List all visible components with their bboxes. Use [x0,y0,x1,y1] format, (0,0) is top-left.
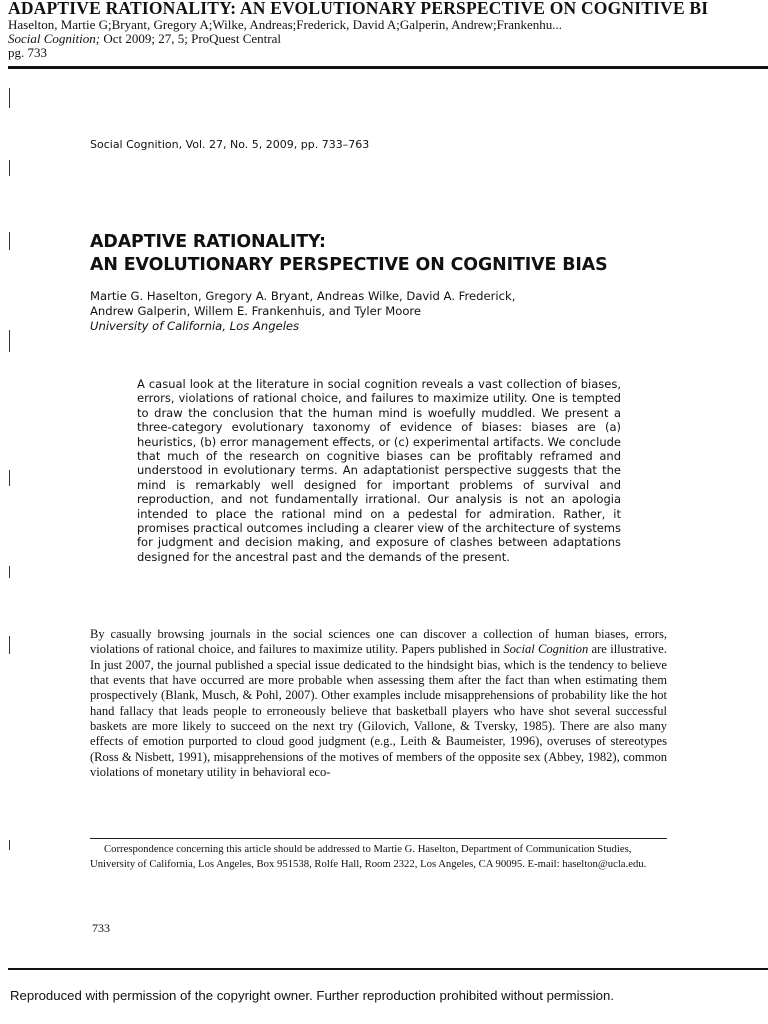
header-source [8,31,760,46]
header-title: ADAPTIVE RATIONALITY: AN EVOLUTIONARY PERSPECTIVE ON COGNITIVE BI [8,0,709,18]
article-title [90,231,608,277]
authors-line1: Martie G. Haselton, Gregory A. Bryant, Andreas Wilke, David A. Frederick, [90,289,516,303]
body-paragraph [90,627,667,780]
scan-edge-mark [9,330,10,352]
scan-edge-mark [9,636,10,654]
scan-edge-mark [9,840,10,850]
body-journal-name: Social Cognition [503,642,589,657]
header-source-journal: Social Cognition; [8,31,101,46]
scan-edge-mark [9,88,10,108]
correspondence-footnote: Correspondence concerning this article should be addressed to Martie G. Haselton, Department of Communication Studies, University of California, Los Angeles, Box 951538, Rolfe Hall, Room 2322, Los Angeles, CA 90095. E-mail: haselton@ucla.edu. [90,843,647,870]
abstract: A casual look at the literature in social cognition reveals a vast collection of biases, errors, violations of rational choice, and failures to maximize utility. One is tempted to draw the conclusion that the human mind is woefully muddled. We present a three-category evolutionary taxonomy of evidence of biases: biases are (a) heuristics, (b) error management effects, or (c) experimental artifacts. We conclude that much of the research on cognitive biases can be profitably reframed and understood in evolutionary terms. An adaptationist perspective suggests that the mind is remarkably well designed for important problems of survival and reproduction, and not fundamentally irrational. Our analysis is not an apologia intended to place the rational mind on a pedestal for admiration. Rather, it promises practical outcomes including a clearer view of the architecture of systems for judgment and decision making, and exposure of clashes between adaptations designed for the ancestral past and the demands of the present. [137,377,621,564]
author-affiliation: University of California, Los Angeles [90,319,300,333]
authors-line2: Andrew Galperin, Willem E. Frankenhuis, and Tyler Moore [90,304,422,318]
scan-edge-mark [9,160,10,176]
article-authors [90,289,610,319]
article-title-line2: AN EVOLUTIONARY PERSPECTIVE ON COGNITIVE BIAS [90,255,608,275]
header-authors: Haselton, Martie G;Bryant, Gregory A;Wilke, Andreas;Frederick, David A;Galperin, Andrew;Frankenhu... [8,17,563,32]
body-text-part1: By casually browsing journals in the social sciences one can discover a collection of human biases, errors, violations of rational choice, and failures to maximize utility. Papers published in [90,627,667,657]
header-page: pg. 733 [8,45,47,60]
footer-rule [8,968,768,970]
footnote-rule [90,838,667,839]
scan-edge-mark [9,566,10,578]
body-text-part2: are illustrative. In just 2007, the journal published a special issue dedicated to the hindsight bias, which is the tendency to believe that events that have occurred are more probable when assessing them after the fact than when estimating them prospectively (Blank, Musch, & Pohl, 2007). Other examples include misapprehensions of probability like the hot hand fallacy that leads people to erroneously believe that basketball players who have shot several successful baskets are more likely to succeed on the next try (Gilovich, Vallone, & Tversky, 1985). There are also many effects of emotion purported to cloud good judgment (e.g., Leith & Baumeister, 1996), overuses of stereotypes (Ross & Nisbett, 1991), misapprehensions of the motives of members of the opposite sex (Abbey, 1982), common violations of monetary utility in behavioral eco- [90,642,668,780]
header-rule [8,66,768,69]
header-source-details: Oct 2009; 27, 5; ProQuest Central [100,31,281,46]
page-number: 733 [92,921,110,935]
scan-edge-mark [9,470,10,486]
article-title-line1: ADAPTIVE RATIONALITY: [90,232,326,252]
scan-edge-mark [9,232,10,250]
copyright-disclaimer: Reproduced with permission of the copyright owner. Further reproduction prohibited without permission. [10,988,615,1003]
journal-citation: Social Cognition, Vol. 27, No. 5, 2009, pp. 733–763 [90,138,370,151]
